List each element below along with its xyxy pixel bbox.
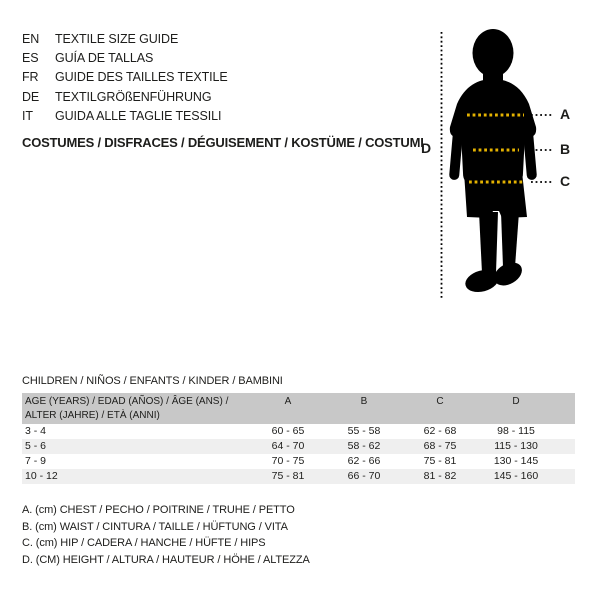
language-code: ES [22,51,39,66]
category-title: COSTUMES / DISFRACES / DÉGUISEMENT / KOSTÜME / COSTUMI [22,135,424,150]
size-table-row [22,439,575,454]
measure-label-d: D [421,140,432,156]
row-spacer [554,424,575,439]
height-value: 98 - 115 [497,425,535,437]
size-table-row [22,469,575,484]
child-silhouette-figure [405,20,590,310]
column-header-d: D [512,396,520,407]
hip-value: 68 - 75 [423,440,457,452]
hip-value: 75 - 81 [423,455,457,467]
age-header-line1: AGE (YEARS) / EDAD (AÑOS) / ÂGE (ANS) / [25,396,229,407]
age-cell: 7 - 9 [25,455,47,467]
language-item [22,68,382,87]
waist-value: 55 - 58 [347,425,381,437]
language-list [22,30,382,126]
child-silhouette [449,29,537,296]
language-item [22,107,382,126]
measure-label-a: A [560,106,571,122]
measure-label-b: B [560,141,571,157]
row-spacer [554,469,575,484]
language-code: FR [22,70,39,85]
header-spacer [554,393,575,395]
measure-label-c: C [560,173,571,189]
language-code: IT [22,108,33,123]
language-code: EN [22,32,40,46]
section-title-children: CHILDREN / NIÑOS / ENFANTS / KINDER / BAMBINI [22,375,283,387]
language-item [22,30,382,49]
waist-value: 62 - 66 [347,455,381,467]
size-table [22,393,575,484]
language-label: TEXTILGRÖßENFÜHRUNG [55,89,212,104]
row-spacer [554,454,575,469]
language-item [22,49,382,68]
waist-value: 66 - 70 [347,470,381,482]
measurement-legend [22,502,310,568]
legend-line-chest: A. (cm) CHEST / PECHO / POITRINE / TRUHE / PETTO [22,504,295,516]
waist-value: 58 - 62 [347,440,381,452]
column-header-b: B [360,396,368,407]
hip-value: 81 - 82 [423,470,457,482]
size-table-row [22,424,575,439]
language-code: DE [22,89,40,104]
age-cell: 10 - 12 [25,470,58,482]
chest-value: 60 - 65 [271,425,305,437]
column-header-c: C [436,396,444,407]
age-cell: 5 - 6 [25,440,47,452]
chest-value: 64 - 70 [271,440,305,452]
chest-value: 75 - 81 [271,470,305,482]
height-value: 130 - 145 [493,455,539,467]
age-header-line2: ALTER (JAHRE) / ETÀ (ANNI) [25,409,160,421]
legend-line-height: D. (CM) HEIGHT / ALTURA / HAUTEUR / HÖHE / ALTEZZA [22,553,310,566]
legend-line-hip: C. (cm) HIP / CADERA / HANCHE / HÜFTE / HIPS [22,537,266,550]
chest-value: 70 - 75 [271,455,305,467]
age-cell: 3 - 4 [25,425,47,437]
size-table-row [22,454,575,469]
language-item [22,88,382,107]
height-value: 115 - 130 [494,440,538,452]
height-value: 145 - 160 [493,470,539,482]
hip-value: 62 - 68 [423,425,457,437]
legend-line-waist: B. (cm) WAIST / CINTURA / TAILLE / HÜFTUNG / VITA [22,520,288,533]
language-label: GUÍA DE TALLAS [55,51,154,66]
row-spacer [554,439,575,454]
column-header-a: A [284,396,292,407]
language-label: GUIDE DES TAILLES TEXTILE [55,70,228,85]
language-label: TEXTILE SIZE GUIDE [55,32,179,46]
age-column-header [22,393,250,422]
language-label: GUIDA ALLE TAGLIE TESSILI [55,108,222,123]
size-table-header [22,393,575,424]
